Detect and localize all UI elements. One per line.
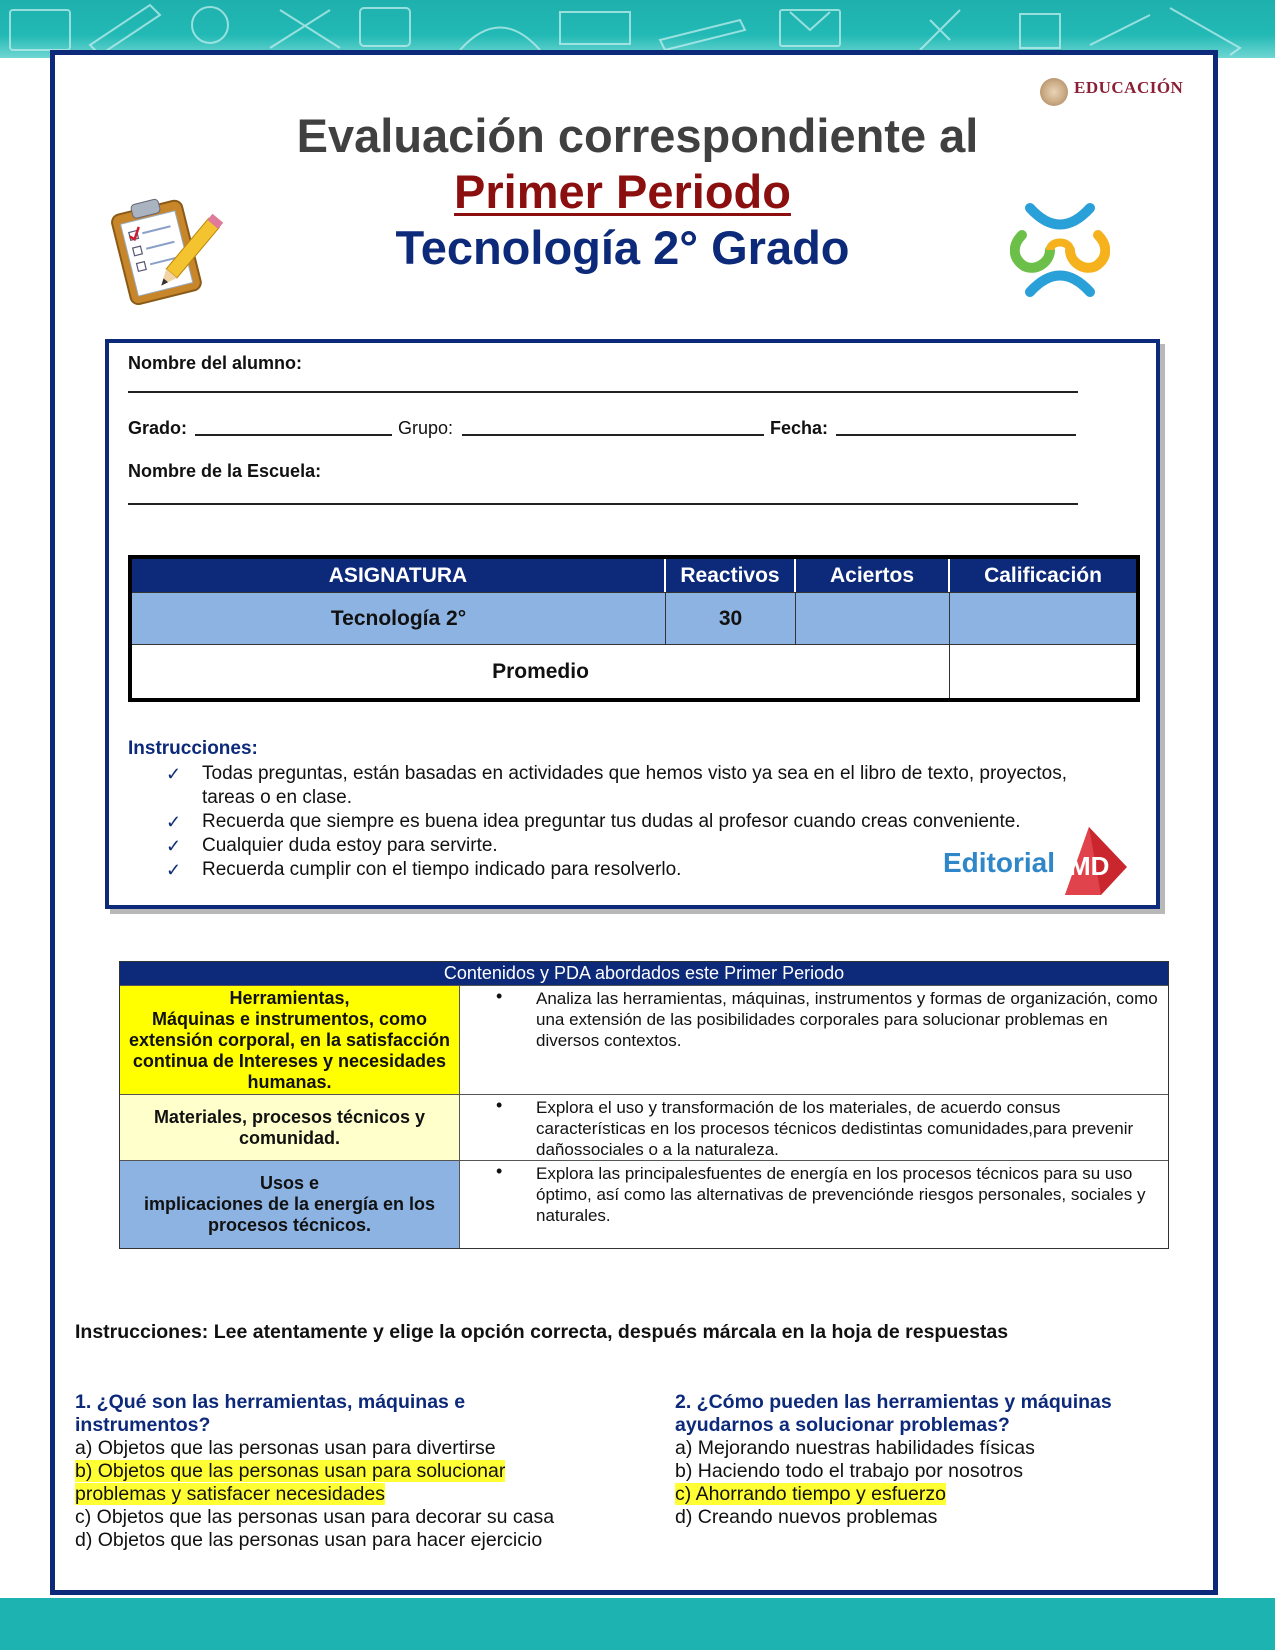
subject-cell: Tecnología 2° — [132, 592, 666, 644]
svg-text:MD: MD — [1069, 851, 1110, 881]
check-icon: ✓ — [166, 764, 182, 784]
grade-field[interactable] — [195, 434, 392, 436]
check-icon: ✓ — [166, 812, 182, 832]
seal-icon — [1040, 78, 1068, 106]
correct-cell[interactable] — [796, 592, 950, 644]
period-title: Primer Periodo — [454, 165, 791, 218]
clipboard-pencil-icon — [102, 195, 227, 305]
pda-contents-table — [119, 961, 1169, 1249]
answer-option[interactable]: b) Haciendo todo el trabajo por nosotros — [675, 1460, 1023, 1482]
logo-text: EDUCACIÓN — [1074, 78, 1184, 97]
question-text: 2. ¿Cómo pueden las herramientas y máquinas ayudarnos a solucionar problemas? — [675, 1391, 1112, 1436]
bottom-decorative-band — [0, 1598, 1275, 1650]
school-name-label: Nombre de la Escuela: — [128, 461, 322, 481]
correct-header: Aciertos — [796, 559, 950, 592]
education-logo — [1040, 76, 1200, 108]
items-header: Reactivos — [666, 559, 796, 592]
grade-label: Grado: — [128, 418, 188, 438]
subject-header: ASIGNATURA — [132, 559, 666, 592]
pda-cell: • Explora las principalesfuentes de energía en los procesos técnicos para su uso óptimo, así como las alternativas de prevenciónde riesgos personales, sociales y naturales. — [460, 1160, 1168, 1248]
answer-option[interactable]: a) Objetos que las personas usan para divertirse — [75, 1437, 496, 1459]
question-text: 1. ¿Qué son las herramientas, máquinas e instrumentos? — [75, 1391, 466, 1436]
pda-table-title: Contenidos y PDA abordados este Primer Periodo — [120, 962, 1168, 985]
group-field[interactable] — [462, 434, 764, 436]
content-cell: Materiales, procesos técnicos y comunidad. — [120, 1094, 460, 1160]
answer-option-selected[interactable]: c) Ahorrando tiempo y esfuerzo — [675, 1483, 946, 1505]
items-cell: 30 — [666, 592, 796, 644]
average-cell[interactable] — [950, 644, 1136, 698]
date-label: Fecha: — [770, 418, 829, 438]
average-label: Promedio — [132, 644, 950, 698]
list-item: ✓ Recuerda cumplir con el tiempo indicado para resolverlo. — [166, 859, 682, 880]
pda-cell: • Analiza las herramientas, máquinas, instrumentos y formas de organización, como una extensión de las posibilidades corporales para solucionar problemas en diversos contextos. — [460, 985, 1168, 1094]
content-cell: Usos e implicaciones de la energía en los procesos técnicos. — [120, 1160, 460, 1248]
pda-cell: • Explora el uso y transformación de los materiales, de acuerdo consus características en los procesos técnicos dedistintas comunidades,para prevenir dañossociales o a la naturaleza. — [460, 1094, 1168, 1160]
grade-summary-table — [128, 555, 1140, 702]
answer-option[interactable]: d) Objetos que las personas usan para hacer ejercicio — [75, 1529, 543, 1551]
date-field[interactable] — [836, 434, 1076, 436]
score-cell[interactable] — [950, 592, 1136, 644]
answer-instructions: Instrucciones: Lee atentamente y elige la opción correcta, después márcala en la hoja de respuestas — [75, 1321, 1009, 1343]
answer-option-selected[interactable]: b) Objetos que las personas usan para solucionar problemas y satisfacer necesidades — [75, 1460, 506, 1505]
question-2 — [675, 1391, 1175, 1529]
list-item: ✓ Cualquier duda estoy para servirte. — [166, 835, 498, 856]
school-name-field[interactable] — [128, 503, 1078, 505]
md-mark-icon — [1061, 827, 1129, 897]
check-icon: ✓ — [166, 836, 182, 856]
list-item: ✓ Todas preguntas, están basadas en actividades que hemos visto ya sea en el libro de texto, proyectos, tareas o en clase. — [166, 763, 1068, 808]
page-title: Evaluación correspondiente al — [296, 109, 979, 162]
check-icon: ✓ — [166, 860, 182, 880]
subject-title: Tecnología 2° Grado — [395, 221, 850, 274]
answer-option[interactable]: c) Objetos que las personas usan para decorar su casa — [75, 1506, 555, 1528]
content-cell: Herramientas, Máquinas e instrumentos, como extensión corporal, en la satisfacción continua de Intereses y necesidades humanas. — [120, 985, 460, 1094]
list-item: ✓ Recuerda que siempre es buena idea preguntar tus dudas al profesor cuando creas conveniente. — [166, 811, 1021, 832]
nem-logo-icon — [1010, 200, 1110, 300]
instructions-title: Instrucciones: — [128, 738, 258, 759]
answer-option[interactable]: a) Mejorando nuestras habilidades físicas — [675, 1437, 1035, 1459]
student-name-label: Nombre del alumno: — [128, 353, 303, 373]
student-name-field[interactable] — [128, 391, 1078, 393]
answer-option[interactable]: d) Creando nuevos problemas — [675, 1506, 938, 1528]
question-1 — [75, 1391, 595, 1552]
score-header: Calificación — [950, 559, 1136, 592]
group-label: Grupo: — [398, 418, 454, 438]
editorial-md-logo — [943, 825, 1128, 895]
editorial-word: Editorial — [943, 847, 1056, 878]
